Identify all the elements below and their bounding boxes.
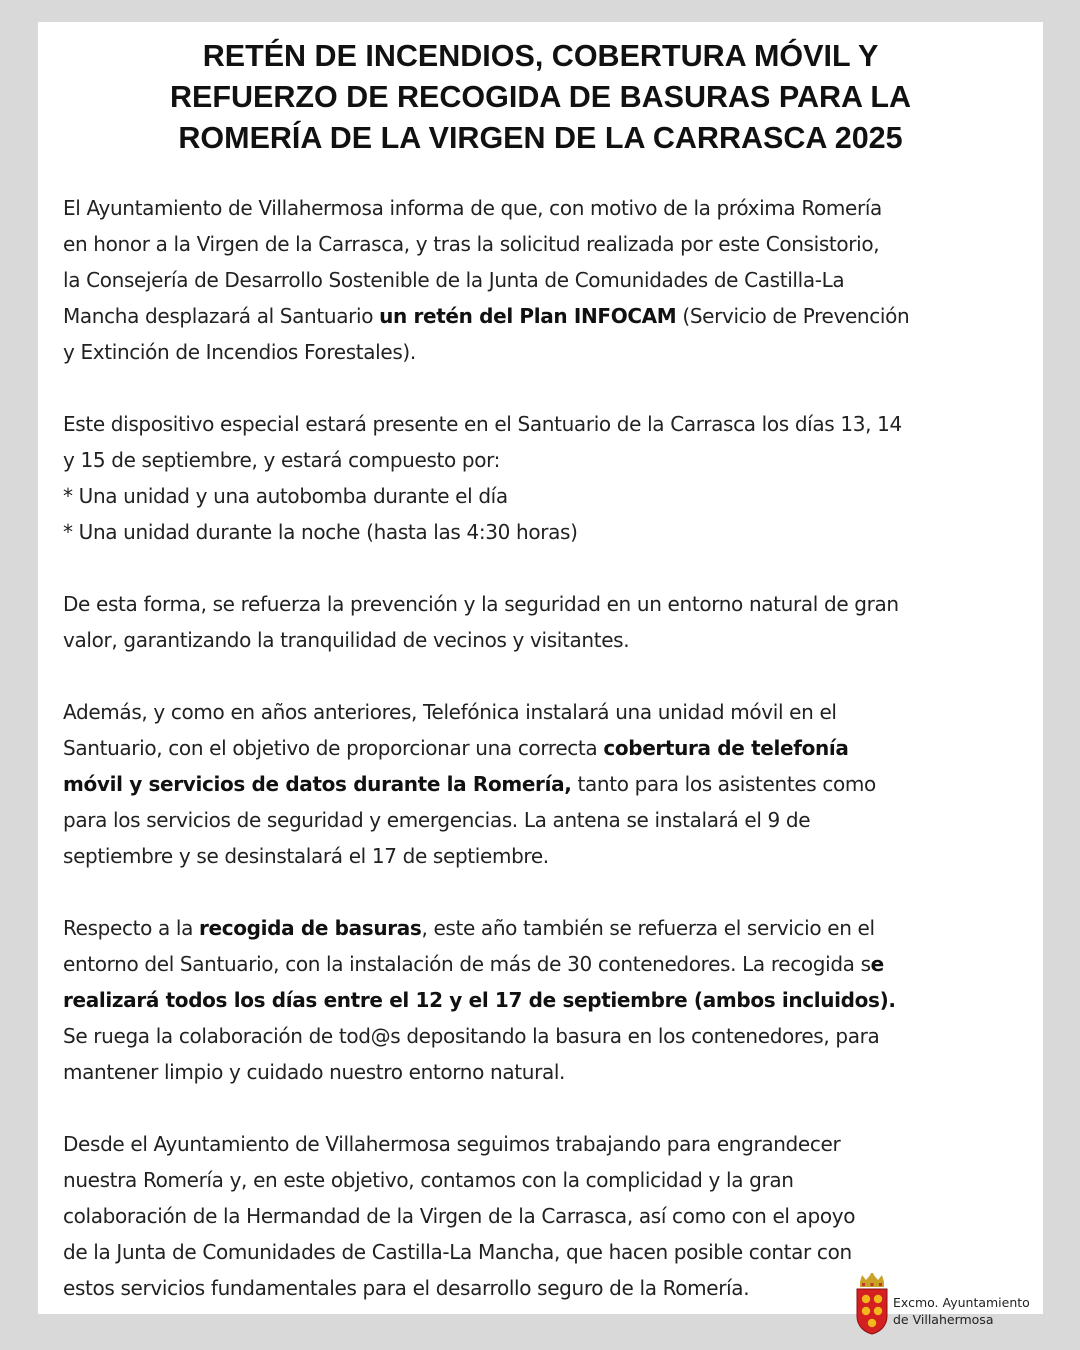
text-line: Se ruega la colaboración de tod@s depositando la basura en los contenedores, para: [63, 1024, 880, 1048]
notice-body: [63, 190, 1028, 1342]
paragraph-infocam: [63, 190, 1028, 370]
text-line: en honor a la Virgen de la Carrasca, y tras la solicitud realizada por este Consistorio,: [63, 232, 880, 256]
text-line: [63, 730, 1028, 766]
text-line: y 15 de septiembre, y estará compuesto por:: [63, 448, 501, 472]
paragraph-prevencion: [63, 586, 1028, 658]
bold-text: recogida de basuras: [199, 916, 422, 940]
text-run: tanto para los asistentes como: [571, 772, 876, 796]
footer-line: de Villahermosa: [893, 1312, 994, 1327]
paragraph-telefonia: [63, 694, 1028, 874]
list-item: * Una unidad y una autobomba durante el día: [63, 484, 508, 508]
text-line: [63, 910, 1028, 946]
text-line: [63, 766, 1028, 802]
paragraph-dispositivo: [63, 406, 1028, 550]
title-line: REFUERZO DE RECOGIDA DE BASURAS PARA LA: [169, 80, 912, 114]
text-line: la Consejería de Desarrollo Sostenible de la Junta de Comunidades de Castilla-La: [63, 268, 845, 292]
title-line: RETÉN DE INCENDIOS, COBERTURA MÓVIL Y: [202, 39, 879, 73]
notice-card: [38, 22, 1043, 1314]
footer-org-name: [893, 1294, 1030, 1328]
text-line: para los servicios de seguridad y emergencias. La antena se instalará el 9 de: [63, 808, 811, 832]
text-line: y Extinción de Incendios Forestales).: [63, 340, 416, 364]
coat-of-arms-icon: [854, 1272, 890, 1336]
text-line: mantener limpio y cuidado nuestro entorno natural.: [63, 1060, 566, 1084]
paragraph-basuras: [63, 910, 1028, 1090]
text-line: Este dispositivo especial estará presente en el Santuario de la Carrasca los días 13, 14: [63, 412, 902, 436]
text-run: (Servicio de Prevención: [676, 304, 910, 328]
text-line: estos servicios fundamentales para el desarrollo seguro de la Romería.: [63, 1276, 750, 1300]
footer-logo: [854, 1272, 1054, 1342]
text-line: de la Junta de Comunidades de Castilla-La Mancha, que hacen posible contar con: [63, 1240, 852, 1264]
bold-text: realizará todos los días entre el 12 y el 17 de septiembre (ambos incluidos).: [63, 988, 896, 1012]
text-line: [63, 982, 1028, 1018]
bold-text: un retén del Plan INFOCAM: [379, 304, 677, 328]
text-line: Además, y como en años anteriores, Telefónica instalará una unidad móvil en el: [63, 700, 837, 724]
text-line: nuestra Romería y, en este objetivo, contamos con la complicidad y la gran: [63, 1168, 794, 1192]
title-line: ROMERÍA DE LA VIRGEN DE LA CARRASCA 2025: [178, 121, 903, 155]
text-line: Desde el Ayuntamiento de Villahermosa seguimos trabajando para engrandecer: [63, 1132, 841, 1156]
text-line: valor, garantizando la tranquilidad de vecinos y visitantes.: [63, 628, 630, 652]
bold-text: e: [870, 952, 884, 976]
text-line: colaboración de la Hermandad de la Virgen de la Carrasca, así como con el apoyo: [63, 1204, 856, 1228]
text-run: entorno del Santuario, con la instalación de más de 30 contenedores. La recogida s: [63, 952, 871, 976]
bold-text: cobertura de telefonía: [603, 736, 849, 760]
text-run: Respecto a la: [63, 916, 200, 940]
text-line: De esta forma, se refuerza la prevención y la seguridad en un entorno natural de gran: [63, 592, 899, 616]
text-run: Mancha desplazará al Santuario: [63, 304, 380, 328]
text-run: , este año también se refuerza el servicio en el: [421, 916, 875, 940]
text-line: [63, 298, 1028, 334]
text-line: septiembre y se desinstalará el 17 de septiembre.: [63, 844, 549, 868]
page-title: [38, 36, 1043, 159]
list-item: * Una unidad durante la noche (hasta las 4:30 horas): [63, 520, 578, 544]
text-run: Santuario, con el objetivo de proporcionar una correcta: [63, 736, 604, 760]
text-line: El Ayuntamiento de Villahermosa informa de que, con motivo de la próxima Romería: [63, 196, 882, 220]
footer-line: Excmo. Ayuntamiento: [893, 1295, 1030, 1310]
text-line: [63, 946, 1028, 982]
bold-text: móvil y servicios de datos durante la Romería,: [63, 772, 572, 796]
